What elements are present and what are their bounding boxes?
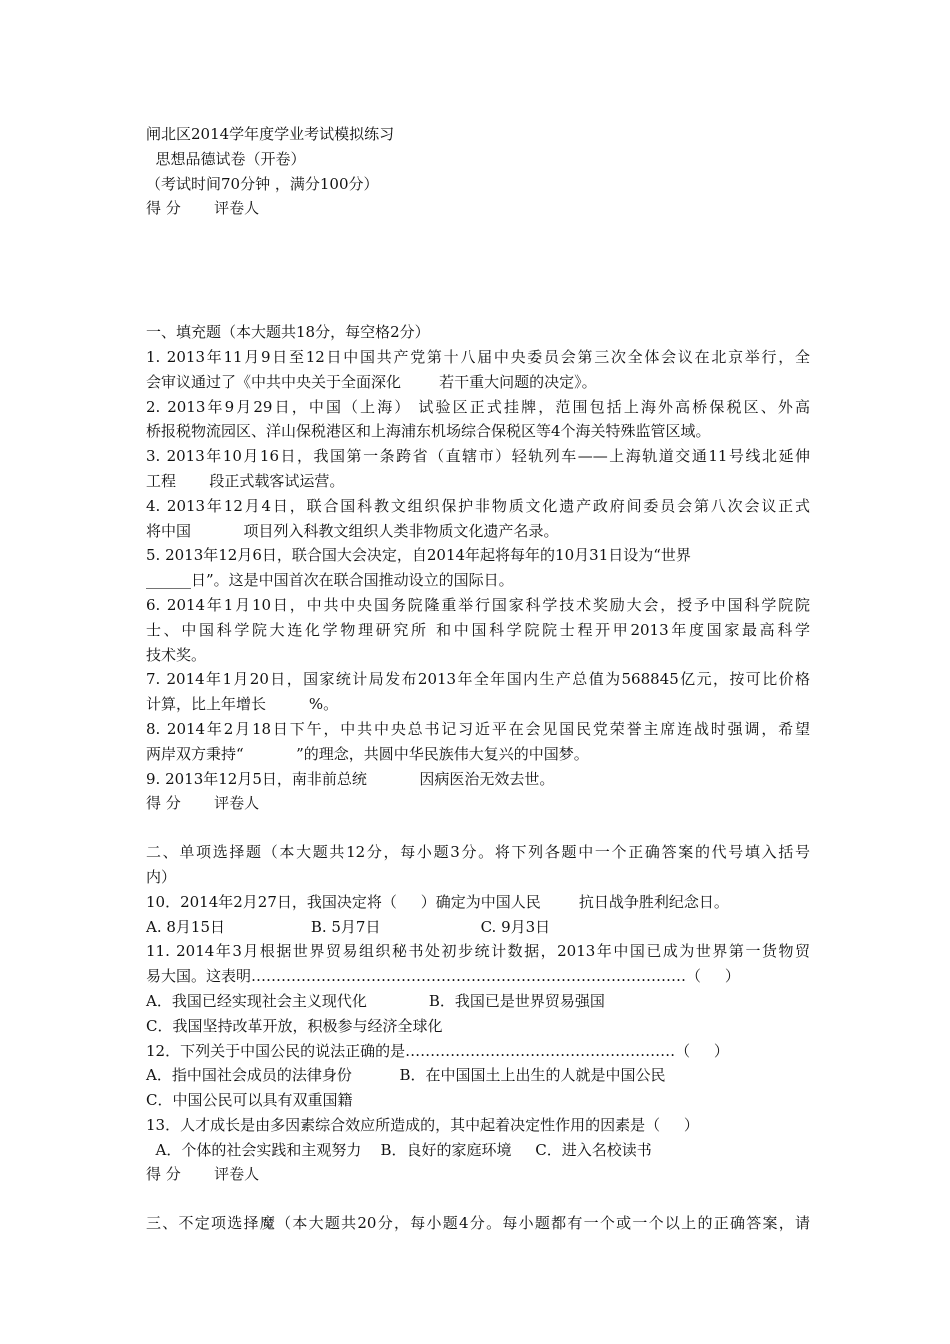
score-grader-label: 得 分 评卷人: [146, 1165, 260, 1184]
q8-line1: 8. 2014年2月18日下午，中共中央总书记习近平在会见国民党荣誉主席连战时强调，希望: [146, 719, 810, 738]
spacer: [146, 1187, 810, 1211]
q1-line1: 1. 2013年11月9日至12日中国共产党第十八届中央委员会第三次全体会议在北京举行，全: [146, 347, 810, 366]
exam-info: （考试时间70分钟 ，满分100分）: [146, 174, 379, 193]
q6-line3: 技术奖。: [146, 645, 207, 664]
section1-heading: 一、填充题（本大题共18分，每空格2分）: [146, 323, 430, 342]
q3-line1: 3. 2013年10月16日，我国第一条跨省（直辖市）轻轨列车——上海轨道交通11号线北延伸: [146, 447, 810, 466]
q6-line2: 士、中国科学院大连化学物理研究所 和中国科学院院士程开甲2013年度国家最高科学: [146, 620, 810, 639]
q10-stem: 10．2014年2月27日，我国决定将（ ）确定为中国人民 抗日战争胜利纪念日。: [146, 892, 729, 911]
q2-line1: 2. 2013年9月29日，中国（上海） 试验区正式挂牌，范围包括上海外高桥保税区、外高: [146, 397, 810, 416]
exam-document: [146, 122, 810, 1236]
q9-line1: 9. 2013年12月5日，南非前总统 因病医治无效去世。: [146, 769, 555, 788]
q11-options-ab: A．我国已经实现社会主义现代化 B．我国已是世界贸易强国: [146, 991, 605, 1010]
q3-line2: 工程 段正式载客试运营。: [146, 471, 345, 490]
q8-line2: 两岸双方秉持“ ”的理念，共圆中华民族伟大复兴的中国梦。: [146, 744, 589, 763]
exam-subtitle: 思想品德试卷（开卷）: [146, 149, 306, 168]
q13-stem: 13．人才成长是由多因素综合效应所造成的，其中起着决定性作用的因素是（ ）: [146, 1115, 699, 1134]
q2-line2: 桥报税物流园区、洋山保税港区和上海浦东机场综合保税区等4个海关特殊监管区域。: [146, 422, 711, 441]
q10-options: A. 8月15日 B. 5月7日 C. 9月3日: [146, 917, 551, 936]
q11-line2: 易大国。这表明……………………………………………………………………………（ ）: [146, 967, 740, 986]
q6-line1: 6. 2014年1月10日，中共中央国务院隆重举行国家科学技术奖励大会，授予中国科学院院: [146, 595, 810, 614]
q11-option-c: C．我国坚持改革开放，积极参与经济全球化: [146, 1016, 443, 1035]
q7-line1: 7. 2014年1月20日，国家统计局发布2013年全年国内生产总值为568845亿元，按可比价格: [146, 670, 810, 689]
section2-heading: 二、单项选择题（本大题共12分，每小题3分。将下列各题中一个正确答案的代号填入括号: [146, 843, 810, 862]
spacer: [146, 221, 810, 320]
score-grader-label: 得 分 评卷人: [146, 199, 260, 218]
exam-title: 闸北区2014学年度学业考试模拟练习: [146, 125, 395, 143]
q7-line2: 计算，比上年增长 %。: [146, 695, 339, 714]
q5-line1: 5. 2013年12月6日，联合国大会决定，自2014年起将每年的10月31日设为“世界: [146, 546, 691, 565]
q4-line2: 将中国 项目列入科教文组织人类非物质文化遗产名录。: [146, 521, 559, 540]
q12-stem: 12．下列关于中国公民的说法正确的是………………………………………………（ ）: [146, 1041, 729, 1060]
spacer: [146, 816, 810, 840]
q1-line2: 会审议通过了《中共中央关于全面深化 若干重大问题的决定》。: [146, 372, 597, 391]
q12-options-ab: A．指中国社会成员的法律身份 B．在中国国土上出生的人就是中国公民: [146, 1066, 666, 1085]
score-grader-label: 得 分 评卷人: [146, 794, 260, 813]
section2-heading-cont: 内）: [146, 867, 177, 886]
q4-line1: 4. 2013年12月4日，联合国科教文组织保护非物质文化遗产政府间委员会第八次会议正式: [146, 496, 810, 515]
q5-line2: ______日”。这是中国首次在联合国推动设立的国际日。: [146, 571, 514, 590]
q13-options: A．个体的社会实践和主观努力 B．良好的家庭环境 C．进入名校读书: [146, 1140, 652, 1159]
section3-heading: 三、不定项选择魔（本大题共20分，每小题4分。每小题都有一个或一个以上的正确答案，请: [146, 1214, 810, 1233]
q12-option-c: C．中国公民可以具有双重国籍: [146, 1091, 353, 1110]
q11-line1: 11. 2014年3月根据世界贸易组织秘书处初步统计数据，2013年中国已成为世界第一货物贸: [146, 942, 810, 961]
